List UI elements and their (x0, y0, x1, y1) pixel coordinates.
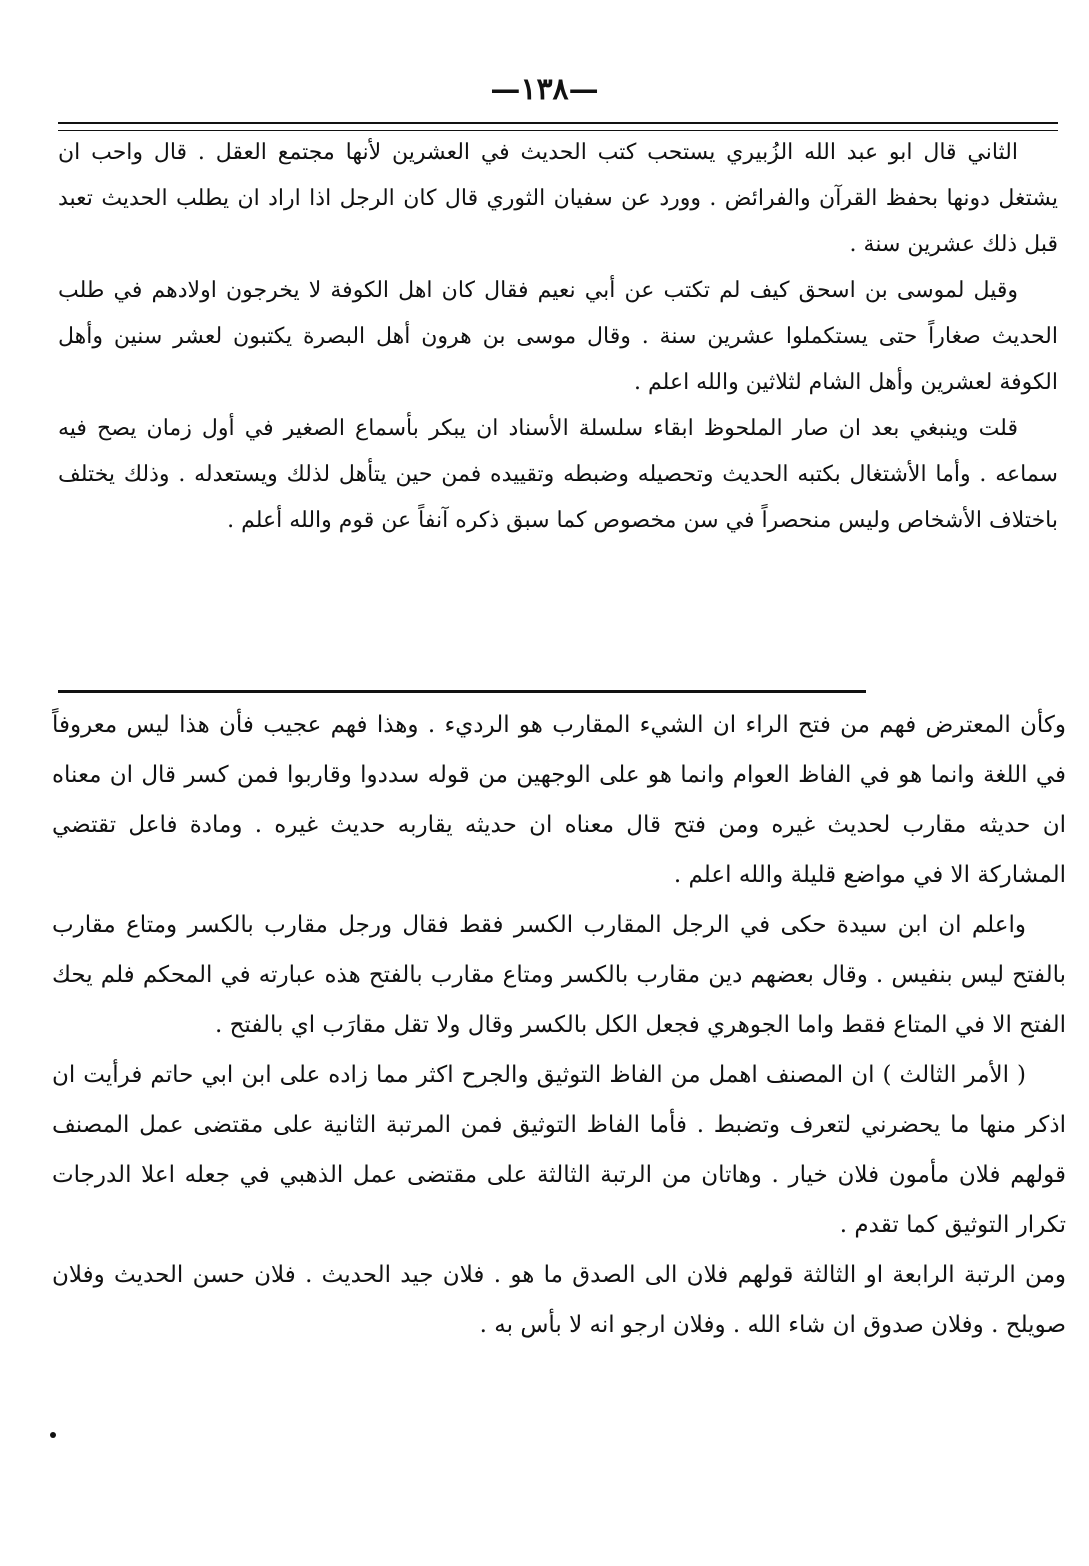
paragraph: قلت وينبغي بعد ان صار الملحوظ ابقاء سلسلة الأسناد ان يبكر بأسماع الصغير في أول زمان يصح فيه سماعه . وأما الأشتغال بكتبه الحديث وتحصيله وضبطه وتقييده فمن حين يتأهل لذلك ويستعدله . وذلك يختلف باختلاف الأشخاص وليس منحصراً في سن مخصوص كما سبق ذكره آنفاً عن قوم والله أعلم . (58, 416, 1058, 533)
paragraph: ومن الرتبة الرابعة او الثالثة قولهم فلان الى الصدق ما هو . فلان جيد الحديث . فلان حسن الحديث وفلان صويلح . وفلان صدوق ان شاء الله . وفلان ارجو انه لا بأس به . (52, 1262, 1066, 1338)
scan-speck-mark (50, 1432, 56, 1438)
paragraph: واعلم ان ابن سيدة حكى في الرجل المقارب الكسر فقط فقال ورجل مقارب بالكسر ومتاع مقارب بالفتح ليس بنفيس . وقال بعضهم دين مقارب بالكسر ومتاع مقارب بالفتح هذه عبارته في المحكم فلم يحك الفتح الا في المتاع فقط واما الجوهري فجعل الكل بالكسر وقال ولا تقل مقارَب اي بالفتح . (52, 912, 1066, 1038)
main-text-section (58, 130, 1058, 544)
commentary-section (52, 700, 1066, 1350)
paragraph: وقيل لموسى بن اسحق كيف لم تكتب عن أبي نعيم فقال كان اهل الكوفة لا يخرجون اولادهم في طلب الحديث صغاراً حتى يستكملوا عشرين سنة . وقال موسى بن هرون أهل البصرة يكتبون لعشر سنين وأهل الكوفة لعشرين وأهل الشام لثلاثين والله اعلم . (58, 278, 1058, 395)
page-number: —١٣٨— (490, 72, 599, 107)
paragraph: الثاني قال ابو عبد الله الزُبيري يستحب كتب الحديث في العشرين لأنها مجتمع العقل . قال واحب ان يشتغل دونها بحفظ القرآن والفرائض . وورد عن سفيان الثوري قال كان الرجل اذا اراد ان يطلب الحديث تعبد قبل ذلك عشرين سنة . (58, 140, 1058, 257)
paragraph: وكأن المعترض فهم من فتح الراء ان الشيء المقارب هو الرديء . وهذا فهم عجيب فأن هذا ليس معروفاً في اللغة وانما هو في الفاظ العوام وانما هو على الوجهين من قوله سددوا وقاربوا فمن كسر قال ان معناه ان حديثه مقارب لحديث غيره ومن فتح قال معناه ان حديثه يقاربه حديث غيره . ومادة فاعل تقتضي المشاركة الا في مواضع قليلة والله اعلم . (52, 712, 1066, 888)
footnote-separator-rule (58, 690, 866, 693)
paragraph: ( الأمر الثالث ) ان المصنف اهمل من الفاظ التوثيق والجرح اكثر مما زاده على ابن ابي حاتم فرأيت ان اذكر منها ما يحضرني لتعرف وتضبط . فأما الفاظ التوثيق فمن المرتبة الثانية على مقتضى عمل المصنف قولهم فلان مأمون فلان خيار . وهاتان من الرتبة الثالثة على مقتضى عمل الذهبي في جعله اعلا الدرجات تكرار التوثيق كما تقدم . (52, 1062, 1066, 1238)
